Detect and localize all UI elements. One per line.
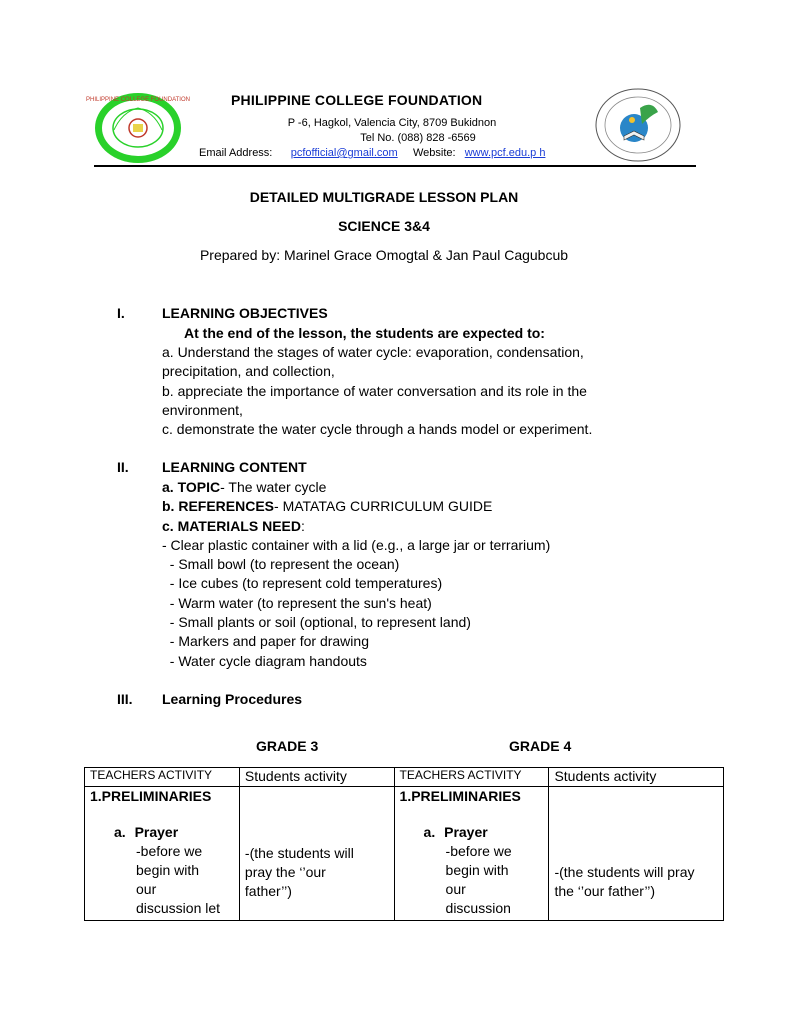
references-value: - MATATAG CURRICULUM GUIDE: [274, 498, 493, 515]
school-of-education-seal: [588, 86, 688, 164]
email-label: Email Address:: [199, 147, 273, 159]
topic-label: a. TOPIC: [162, 479, 221, 495]
references-line: [162, 497, 682, 516]
text-line: the ‘’our father’’): [554, 883, 656, 899]
table-header-cell: TEACHERS ACTIVITY: [394, 768, 549, 787]
table-header-cell: Students activity: [239, 768, 394, 787]
preliminaries-label: 1.PRELIMINARIES: [90, 788, 212, 804]
college-telephone: Tel No. (088) 828 -6569: [360, 132, 476, 144]
prayer-marker: a.: [114, 824, 126, 840]
text-line: pray the ‘’our: [244, 864, 326, 880]
subject-title: SCIENCE 3&4: [338, 218, 430, 234]
letterhead-divider: [94, 165, 696, 167]
objective-line: b. appreciate the importance of water conversation and its role in the: [162, 382, 587, 399]
material-item: - Small bowl (to represent the ocean): [162, 556, 400, 573]
website-link[interactable]: www.pcf.edu.p h: [464, 147, 546, 159]
prayer-item: [400, 823, 544, 918]
material-item: - Clear plastic container with a lid (e.g., a large jar or terrarium): [162, 536, 551, 553]
table-header-cell: TEACHERS ACTIVITY: [85, 768, 240, 787]
preliminaries-label: 1.PRELIMINARIES: [399, 788, 521, 804]
college-address: P -6, Hagkol, Valencia City, 8709 Bukidnon: [287, 117, 497, 129]
section-numeral-2: II.: [117, 459, 129, 475]
topic-line: [162, 478, 682, 497]
procedures-heading: Learning Procedures: [162, 691, 303, 707]
text-line: -(the students will pray: [554, 864, 695, 880]
college-name: PHILIPPINE COLLEGE FOUNDATION: [231, 92, 483, 108]
prayer-marker: a.: [423, 824, 436, 840]
student-response: [245, 844, 389, 901]
topic-value: - The water cycle: [220, 479, 327, 495]
grade-4-heading: GRADE 4: [509, 738, 572, 754]
section-numeral-3: III.: [117, 691, 133, 707]
text-line: -before we: [136, 843, 203, 859]
materials-colon: :: [300, 517, 305, 534]
section-numeral-1: I.: [117, 305, 125, 321]
student-response: [554, 863, 718, 901]
text-line: discussion: [445, 900, 511, 916]
table-header-row: [85, 768, 724, 787]
materials-line: [162, 517, 682, 536]
grade4-student-cell: [549, 787, 724, 921]
table-row: [85, 787, 724, 921]
objective-line: environment,: [162, 401, 243, 418]
text-line: begin with: [445, 862, 509, 878]
objective-line: precipitation, and collection,: [162, 363, 335, 380]
text-line: -(the students will: [244, 845, 354, 861]
document-title: DETAILED MULTIGRADE LESSON PLAN: [249, 189, 519, 205]
content-block: [162, 478, 682, 671]
material-item: - Markers and paper for drawing: [162, 633, 369, 650]
objectives-heading: LEARNING OBJECTIVES: [162, 305, 328, 321]
prayer-label: Prayer: [134, 824, 179, 840]
material-item: - Warm water (to represent the sun's heat): [162, 594, 432, 611]
text-line: our: [445, 881, 466, 897]
grade4-teacher-cell: [394, 787, 549, 921]
contact-line: [199, 147, 545, 159]
svg-text:PHILIPPINE COLLEGE FOUNDATION: PHILIPPINE COLLEGE FOUNDATION: [86, 97, 190, 103]
objective-line: a. Understand the stages of water cycle: evaporation, condensation,: [162, 344, 584, 360]
grade3-teacher-cell: [85, 787, 240, 921]
prayer-text: [114, 842, 234, 918]
grade-3-heading: GRADE 3: [256, 738, 319, 754]
prayer-label: Prayer: [444, 824, 488, 840]
text-line: our: [136, 881, 157, 897]
references-label: b. REFERENCES: [162, 498, 275, 515]
email-link[interactable]: pcfofficial@gmail.com: [290, 147, 398, 159]
website-label: Website:: [412, 147, 456, 159]
objectives-list: [162, 343, 682, 439]
objectives-intro: At the end of the lesson, the students are expected to:: [184, 325, 545, 341]
material-item: - Small plants or soil (optional, to represent land): [162, 614, 471, 631]
material-item: - Ice cubes (to represent cold temperatures): [162, 575, 443, 592]
materials-label: c. MATERIALS NEED: [162, 517, 301, 534]
prepared-by: Prepared by: Marinel Grace Omogtal & Jan Paul Cagubcub: [199, 247, 569, 263]
prayer-text: [424, 842, 544, 918]
table-header-cell: Students activity: [549, 768, 724, 787]
lesson-procedure-table: [84, 767, 724, 921]
text-line: discussion let: [136, 900, 221, 916]
text-line: father’’): [244, 883, 292, 899]
material-item: - Water cycle diagram handouts: [162, 652, 367, 669]
prayer-item: [90, 823, 234, 918]
content-heading: LEARNING CONTENT: [162, 459, 307, 475]
grade3-student-cell: [239, 787, 394, 921]
text-line: -before we: [445, 843, 512, 859]
text-line: begin with: [136, 862, 200, 878]
objective-line: c. demonstrate the water cycle through a hands model or experiment.: [162, 421, 593, 438]
